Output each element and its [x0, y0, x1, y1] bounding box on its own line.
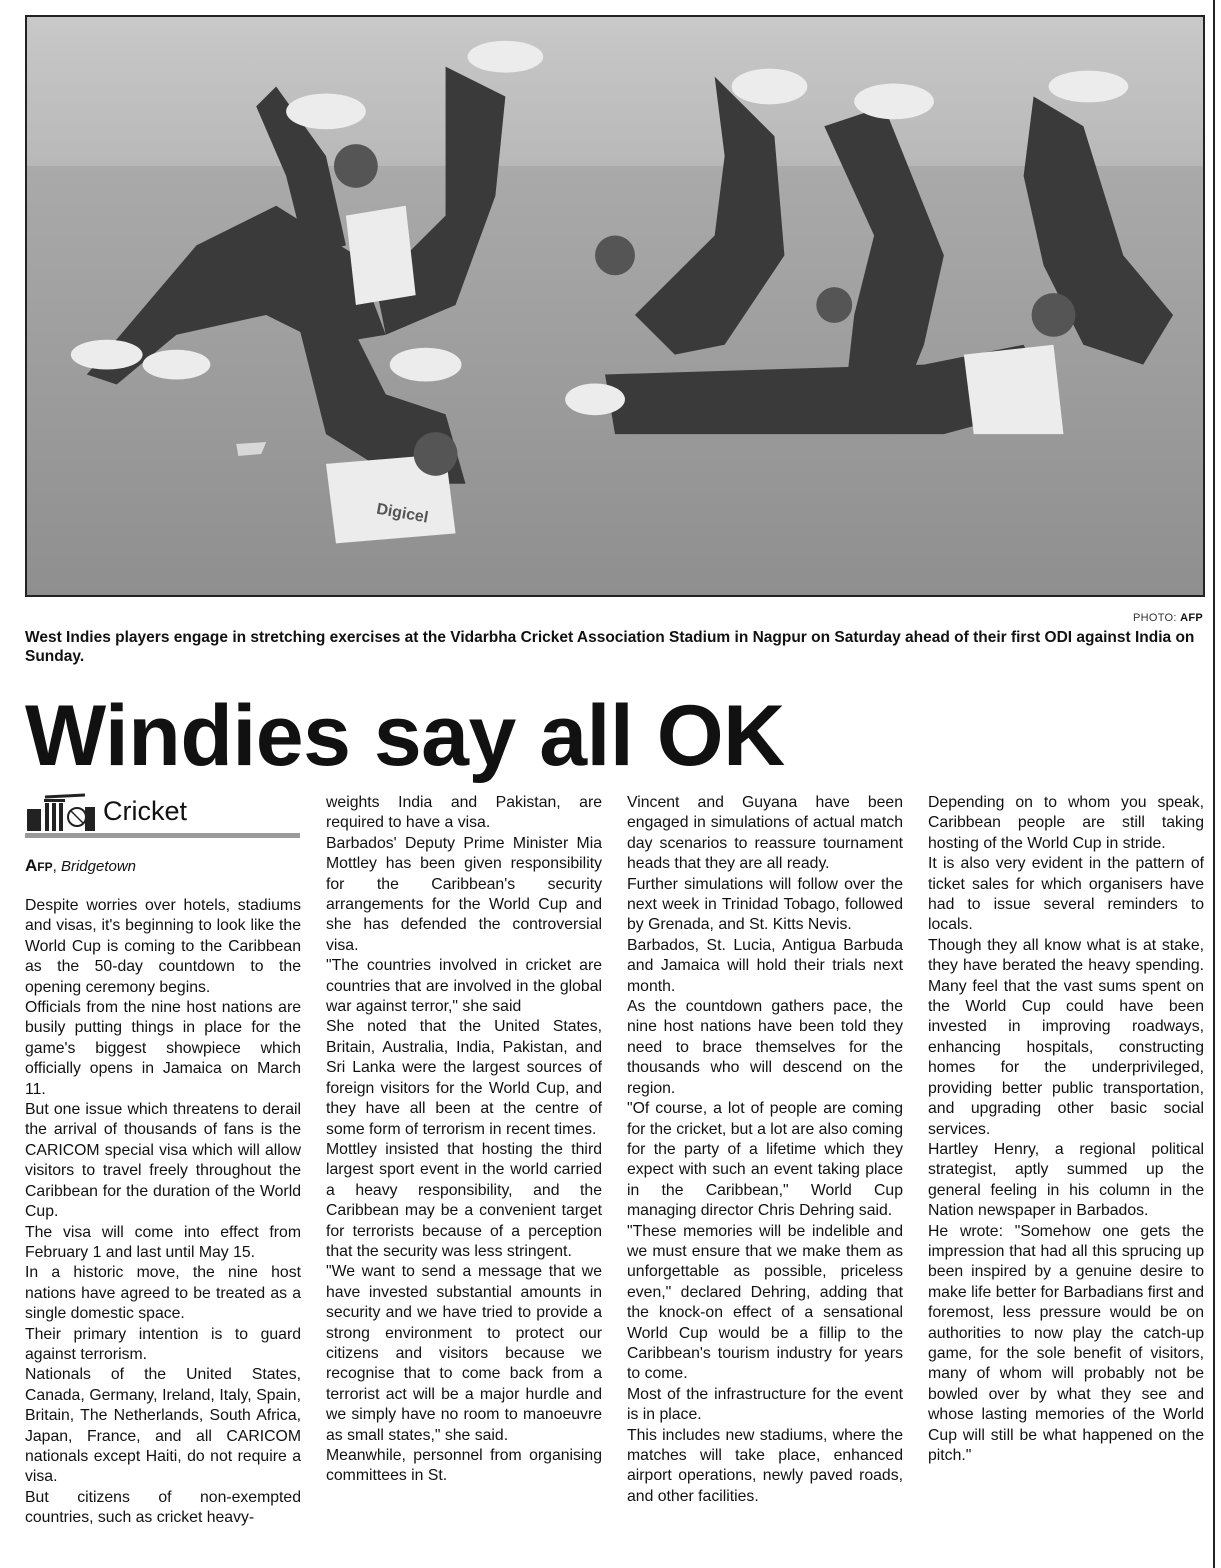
news-photo [25, 15, 1205, 597]
article-column-2: weights India and Pakistan, are required to have a visa. Barbados' Deputy Prime Minister Mia Mottley has been given responsibility for the Caribbean's security arrangements for the World Cup and she has defended the controversial visa. "The countries involved in cricket are countries that are involved in the global war against terror," she said She noted that the United States, Britain, Australia, India, Pakistan, and Sri Lanka were the largest sources of foreign visitors for the World Cup, and they have all been at the centre of some form of terrorism in recent times. Mottley insisted that hosting the third largest sport event in the world carried a heavy responsibility, and the Caribbean may be a convenient target for terrorists because of a perception that the security was less stringent. "We want to send a message that we have invested substantial amounts in security and we have tried to provide a strong environment to protect our citizens and visitors because we recognise that to come back from a terrorist act will be a major hurdle and we simply have no room to manoeuvre as small states," she said. Meanwhile, personnel from organising committees in St. [326, 794, 602, 1485]
byline-dateline: Bridgetown [60, 858, 137, 875]
page-edge-rule [1213, 0, 1215, 1568]
section-label: Cricket [103, 796, 188, 826]
article-column-3: Vincent and Guyana have been engaged in simulations of actual match day scenarios to reassure tournament heads that they are all ready. Further simulations will follow over the next week in Trinidad Tobago, followed by Grenada, and St. Kitts Nevis. Barbados, St. Lucia, Antigua Barbuda and Jamaica will hold their trials next month. As the countdown gathers pace, the nine host nations have been told they need to brace themselves for the thousands who will descend on the region. "Of course, a lot of people are coming for the cricket, but a lot are also coming for the party of a lifetime which they expect with such an event taking place in the Caribbean," World Cup managing director Chris Dehring said. "These memories will be indelible and we must ensure that we make them as unforgettable as possible, priceless even," declared Dehring, adding that the knock-on effect of a sensational World Cup would be a fillip to the Caribbean's tourism industry for years to come. Most of the infrastructure for the event is in place. This includes new stadiums, where the matches will take place, enhanced airport operations, newly paved roads, and other facilities. [627, 794, 903, 1505]
byline-separator: , [52, 858, 61, 875]
cricket-icon [25, 793, 97, 831]
photo-credit [1133, 612, 1203, 624]
article-column-1: Despite worries over hotels, stadiums and visas, it's beginning to look like the World Cup is coming to the Caribbean as the 50-day countdown to the opening ceremony begins. Officials from the nine host nations are busily putting things in place for the game's biggest showpiece which officially opens in Jamaica on March 11. But one issue which threatens to derail the arrival of thousands of fans is the CARICOM special visa which will allow visitors to travel freely throughout the Caribbean for the duration of the World Cup. The visa will come into effect from February 1 and last until May 15. In a historic move, the nine host nations have agreed to be treated as a single domestic space. Their primary intention is to guard against terrorism. Nationals of the United States, Canada, Germany, Ireland, Italy, Spain, Britain, The Netherlands, South Africa, Japan, France, and all CARICOM nationals except Haiti, do not require a visa. But citizens of non-exempted countries, such as cricket heavy- [25, 897, 301, 1527]
byline [25, 856, 136, 876]
photo-credit-prefix: PHOTO: [1132, 612, 1177, 624]
byline-agency: Afp [25, 856, 53, 875]
article-column-4: Depending on to whom you speak, Caribbean people are still taking hosting of the World Cup in stride. It is also very evident in the pattern of ticket sales for which organisers have had to issue several reminders to locals. Though they all know what is at stake, they have berated the heavy spending. Many feel that the vast sums spent on the World Cup could have been invested in improving roadways, enhancing hospitals, constructing homes for the underprivileged, providing better public transportation, and upgrading other basic social services. Hartley Henry, a regional political strategist, aptly summed up the general feeling in his column in the Nation newspaper in Barbados. He wrote: "Somehow one gets the impression that had all this sprucing up been inspired by a genuine desire to make life better for Barbadians first and foremost, less pressure would be on authorities to now play the catch-up game, for the sole benefit of visitors, many of whom will probably not be bowled over by what they see and whose lasting memories of the World Cup will still be what happened on the pitch." [928, 794, 1204, 1464]
players-stretching-photo [27, 17, 1203, 595]
photo-caption: West Indies players engage in stretching exercises at the Vidarbha Cricket Association Stadium in Nagpur on Saturday ahead of their first ODI against India on Sunday. [25, 629, 1195, 665]
section-kicker [25, 793, 300, 838]
photo-credit-source: AFP [1180, 612, 1203, 624]
shirt-logo-text: Digicel [375, 500, 430, 527]
headline: Windies say all OK [25, 688, 785, 784]
